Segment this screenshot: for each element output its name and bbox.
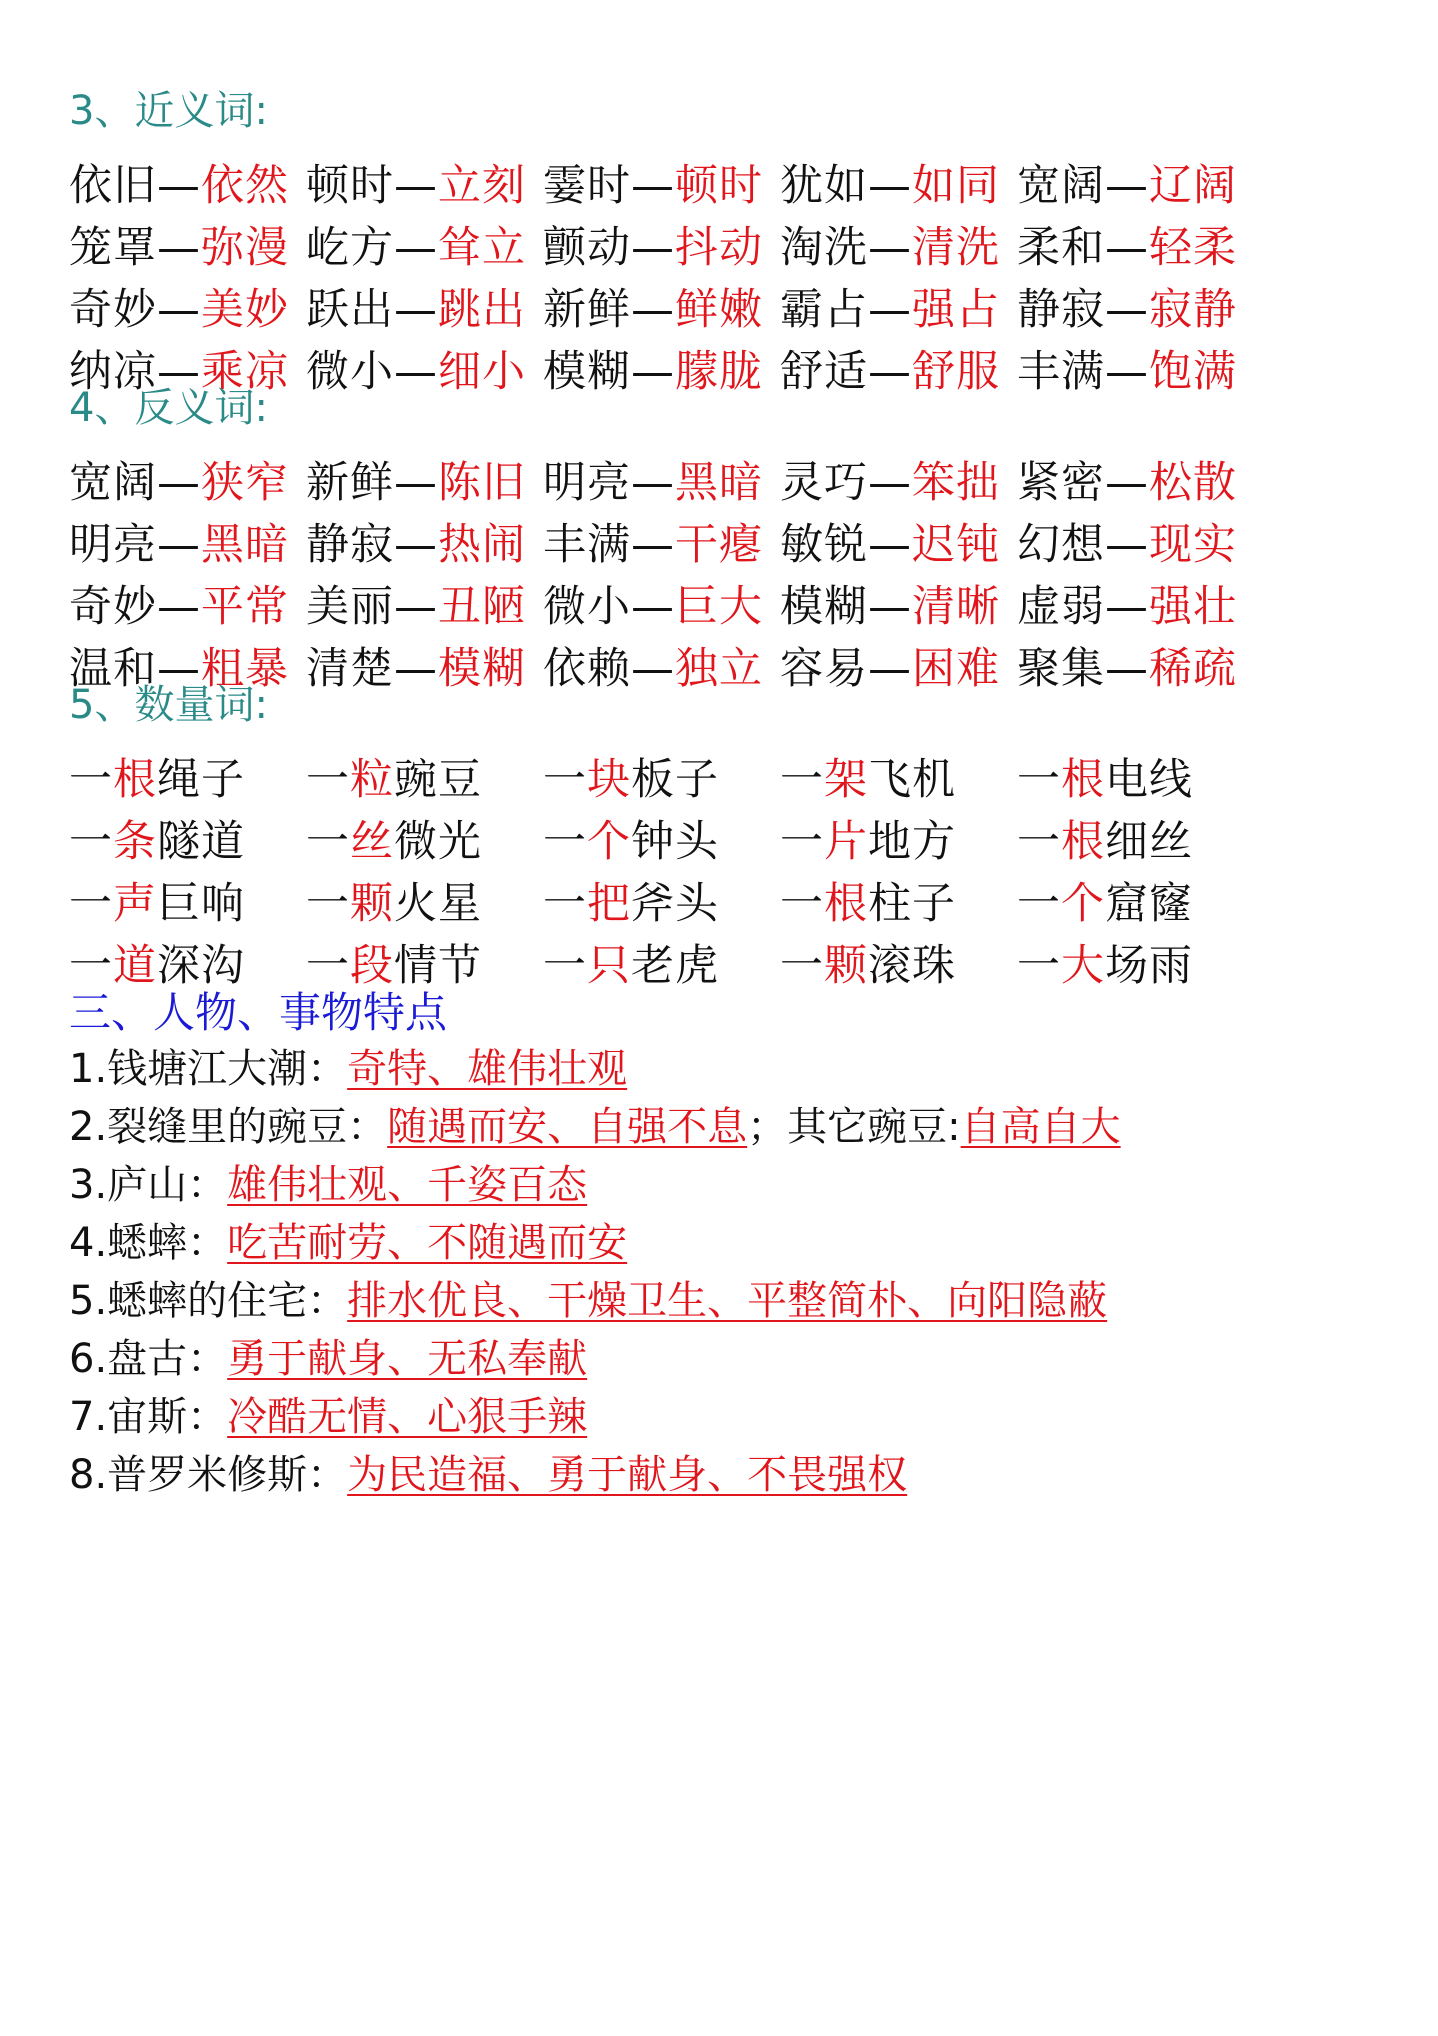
dash: — <box>394 161 438 211</box>
antonyms-pair <box>306 579 526 635</box>
noun: 柱子 <box>868 879 956 929</box>
dash: — <box>868 285 912 335</box>
answer-word: 丑陋 <box>438 582 526 632</box>
dash: — <box>394 223 438 273</box>
antonyms-pair <box>780 579 1000 635</box>
quantifiers-pair <box>306 876 482 932</box>
dash: — <box>394 582 438 632</box>
prompt-word: 依赖 <box>543 644 631 694</box>
prompt-word: 奇妙 <box>69 285 157 335</box>
numeral: 一 <box>1017 941 1061 991</box>
antonyms-pair <box>780 517 1000 573</box>
quantifiers-pair <box>306 814 482 870</box>
measure-word: 个 <box>587 817 631 867</box>
numeral: 一 <box>780 817 824 867</box>
noun: 细丝 <box>1105 817 1193 867</box>
dash: — <box>1105 520 1149 570</box>
noun: 情节 <box>394 941 482 991</box>
synonyms-heading: 3、近义词: <box>69 88 268 134</box>
prompt-word: 柔和 <box>1017 223 1105 273</box>
trait-answer: 为民造福、勇于献身、不畏强权 <box>347 1452 908 1498</box>
measure-word: 丝 <box>350 817 394 867</box>
quantifiers-pair <box>543 938 719 994</box>
numeral: 一 <box>306 755 350 805</box>
antonyms-pair <box>780 455 1000 511</box>
prompt-word: 微小 <box>543 582 631 632</box>
numeral: 一 <box>780 755 824 805</box>
quantifiers-pair <box>1017 876 1193 932</box>
prompt-word: 丰满 <box>1017 347 1105 397</box>
trait-answer: 随遇而安、自强不息 <box>387 1104 748 1150</box>
prompt-word: 霸占 <box>780 285 868 335</box>
dash: — <box>157 520 201 570</box>
dash: — <box>394 644 438 694</box>
prompt-word: 淘洗 <box>780 223 868 273</box>
dash: — <box>394 520 438 570</box>
antonyms-row <box>69 517 1369 573</box>
antonyms-pair <box>780 641 1000 697</box>
noun: 板子 <box>631 755 719 805</box>
measure-word: 声 <box>113 879 157 929</box>
prompt-word: 奇妙 <box>69 582 157 632</box>
measure-word: 道 <box>113 941 157 991</box>
prompt-word: 静寂 <box>306 520 394 570</box>
answer-word: 跳出 <box>438 285 526 335</box>
numeral: 一 <box>69 755 113 805</box>
dash: — <box>1105 285 1149 335</box>
dash: — <box>868 161 912 211</box>
answer-word: 辽阔 <box>1149 161 1237 211</box>
trait-item <box>69 1216 627 1270</box>
prompt-word: 屹方 <box>306 223 394 273</box>
prompt-word: 明亮 <box>543 458 631 508</box>
measure-word: 块 <box>587 755 631 805</box>
dash: — <box>157 161 201 211</box>
numeral: 一 <box>306 879 350 929</box>
quantifiers-pair <box>780 876 956 932</box>
antonyms-pair <box>543 641 763 697</box>
numeral: 一 <box>543 941 587 991</box>
synonyms-pair <box>780 158 1000 214</box>
numeral: 一 <box>780 879 824 929</box>
answer-word: 黑暗 <box>201 520 289 570</box>
quantifiers-pair <box>306 752 482 808</box>
prompt-word: 丰满 <box>543 520 631 570</box>
measure-word: 根 <box>113 755 157 805</box>
trait-item <box>69 1332 587 1386</box>
dash: — <box>631 347 675 397</box>
dash: — <box>631 644 675 694</box>
answer-word: 顿时 <box>675 161 763 211</box>
answer-word: 干瘪 <box>675 520 763 570</box>
dash: — <box>157 285 201 335</box>
measure-word: 架 <box>824 755 868 805</box>
measure-word: 段 <box>350 941 394 991</box>
synonyms-pair <box>1017 344 1237 400</box>
answer-word: 笨拙 <box>912 458 1000 508</box>
answer-word: 困难 <box>912 644 1000 694</box>
answer-word: 稀疏 <box>1149 644 1237 694</box>
prompt-word: 新鲜 <box>306 458 394 508</box>
dash: — <box>1105 644 1149 694</box>
dash: — <box>394 458 438 508</box>
prompt-word: 纳凉 <box>69 347 157 397</box>
prompt-word: 霎时 <box>543 161 631 211</box>
dash: — <box>157 347 201 397</box>
trait-answer: 奇特、雄伟壮观 <box>347 1046 628 1092</box>
noun: 滚珠 <box>868 941 956 991</box>
answer-word: 鲜嫩 <box>675 285 763 335</box>
trait-item <box>69 1274 1107 1328</box>
answer-word: 清晰 <box>912 582 1000 632</box>
synonyms-pair <box>69 158 289 214</box>
prompt-word: 舒适 <box>780 347 868 397</box>
noun: 斧头 <box>631 879 719 929</box>
antonyms-pair <box>1017 641 1237 697</box>
dash: — <box>157 644 201 694</box>
noun: 窟窿 <box>1105 879 1193 929</box>
trait-answer: 冷酷无情、心狠手辣 <box>227 1394 588 1440</box>
trait-item <box>69 1042 627 1096</box>
trait-item <box>69 1100 1121 1154</box>
answer-word: 巨大 <box>675 582 763 632</box>
prompt-word: 顿时 <box>306 161 394 211</box>
dash: — <box>631 458 675 508</box>
measure-word: 条 <box>113 817 157 867</box>
trait-item <box>69 1448 907 1502</box>
prompt-word: 美丽 <box>306 582 394 632</box>
trait-answer: 勇于献身、无私奉献 <box>227 1336 588 1382</box>
dash: — <box>394 285 438 335</box>
measure-word: 根 <box>1061 755 1105 805</box>
noun: 隧道 <box>157 817 245 867</box>
answer-word: 耸立 <box>438 223 526 273</box>
answer-word: 寂静 <box>1149 285 1237 335</box>
trait-label: 4.蟋蟀： <box>69 1220 228 1266</box>
measure-word: 根 <box>1061 817 1105 867</box>
antonyms-pair <box>1017 517 1237 573</box>
prompt-word: 容易 <box>780 644 868 694</box>
synonyms-pair <box>1017 282 1237 338</box>
answer-word: 朦胧 <box>675 347 763 397</box>
antonyms-pair <box>543 455 763 511</box>
measure-word: 片 <box>824 817 868 867</box>
trait-answer: 排水优良、干燥卫生、平整简朴、向阳隐蔽 <box>347 1278 1108 1324</box>
answer-word: 强壮 <box>1149 582 1237 632</box>
synonyms-pair <box>543 282 763 338</box>
dash: — <box>868 520 912 570</box>
trait-secondary-answer: 自高自大 <box>960 1104 1121 1150</box>
antonyms-pair <box>1017 579 1237 635</box>
synonyms-pair <box>543 158 763 214</box>
synonyms-pair <box>306 158 526 214</box>
answer-word: 抖动 <box>675 223 763 273</box>
numeral: 一 <box>1017 817 1061 867</box>
synonyms-pair <box>306 344 526 400</box>
answer-word: 轻柔 <box>1149 223 1237 273</box>
numeral: 一 <box>69 941 113 991</box>
noun: 地方 <box>868 817 956 867</box>
answer-word: 平常 <box>201 582 289 632</box>
trait-item <box>69 1390 587 1444</box>
dash: — <box>868 347 912 397</box>
prompt-word: 宽阔 <box>1017 161 1105 211</box>
dash: — <box>394 347 438 397</box>
answer-word: 弥漫 <box>201 223 289 273</box>
antonyms-pair <box>306 455 526 511</box>
numeral: 一 <box>306 941 350 991</box>
answer-word: 现实 <box>1149 520 1237 570</box>
numeral: 一 <box>1017 879 1061 929</box>
antonyms-heading: 4、反义词: <box>69 385 268 431</box>
synonyms-row <box>69 220 1369 276</box>
answer-word: 模糊 <box>438 644 526 694</box>
numeral: 一 <box>69 817 113 867</box>
numeral: 一 <box>543 879 587 929</box>
quantifiers-pair <box>69 814 245 870</box>
antonyms-pair <box>543 579 763 635</box>
trait-label: 6.盘古： <box>69 1336 228 1382</box>
quantifiers-pair <box>780 814 956 870</box>
trait-answer: 雄伟壮观、千姿百态 <box>227 1162 588 1208</box>
measure-word: 个 <box>1061 879 1105 929</box>
quantifiers-pair <box>1017 938 1193 994</box>
dash: — <box>157 582 201 632</box>
numeral: 一 <box>306 817 350 867</box>
dash: — <box>868 644 912 694</box>
dash: — <box>1105 347 1149 397</box>
antonyms-pair <box>543 517 763 573</box>
quantifiers-heading: 5、数量词: <box>69 682 268 728</box>
answer-word: 强占 <box>912 285 1000 335</box>
quantifiers-pair <box>543 752 719 808</box>
prompt-word: 敏锐 <box>780 520 868 570</box>
prompt-word: 新鲜 <box>543 285 631 335</box>
noun: 深沟 <box>157 941 245 991</box>
antonyms-pair <box>69 579 289 635</box>
answer-word: 松散 <box>1149 458 1237 508</box>
numeral: 一 <box>780 941 824 991</box>
measure-word: 颗 <box>824 941 868 991</box>
traits-heading: 三、人物、事物特点 <box>69 988 448 1037</box>
antonyms-pair <box>306 517 526 573</box>
noun: 老虎 <box>631 941 719 991</box>
answer-word: 陈旧 <box>438 458 526 508</box>
synonyms-pair <box>543 344 763 400</box>
antonyms-row <box>69 579 1369 635</box>
synonyms-pair <box>780 282 1000 338</box>
answer-word: 独立 <box>675 644 763 694</box>
dash: — <box>1105 161 1149 211</box>
prompt-word: 清楚 <box>306 644 394 694</box>
prompt-word: 犹如 <box>780 161 868 211</box>
dash: — <box>631 161 675 211</box>
trait-label: 5.蟋蟀的住宅： <box>69 1278 348 1324</box>
trait-label: 8.普罗米修斯： <box>69 1452 348 1498</box>
antonyms-pair <box>306 641 526 697</box>
dash: — <box>868 458 912 508</box>
answer-word: 狭窄 <box>201 458 289 508</box>
measure-word: 粒 <box>350 755 394 805</box>
answer-word: 立刻 <box>438 161 526 211</box>
trait-label: 1.钱塘江大潮： <box>69 1046 348 1092</box>
noun: 微光 <box>394 817 482 867</box>
prompt-word: 虚弱 <box>1017 582 1105 632</box>
measure-word: 大 <box>1061 941 1105 991</box>
synonyms-pair <box>306 220 526 276</box>
trait-item <box>69 1158 587 1212</box>
dash: — <box>631 520 675 570</box>
quantifiers-pair <box>1017 814 1193 870</box>
quantifiers-pair <box>543 814 719 870</box>
trait-answer: 吃苦耐劳、不随遇而安 <box>227 1220 628 1266</box>
dash: — <box>631 582 675 632</box>
noun: 场雨 <box>1105 941 1193 991</box>
synonyms-pair <box>306 282 526 338</box>
antonyms-pair <box>1017 455 1237 511</box>
dash: — <box>631 223 675 273</box>
noun: 巨响 <box>157 879 245 929</box>
prompt-word: 聚集 <box>1017 644 1105 694</box>
answer-word: 清洗 <box>912 223 1000 273</box>
numeral: 一 <box>1017 755 1061 805</box>
answer-word: 热闹 <box>438 520 526 570</box>
prompt-word: 紧密 <box>1017 458 1105 508</box>
synonyms-pair <box>69 282 289 338</box>
noun: 绳子 <box>157 755 245 805</box>
answer-word: 依然 <box>201 161 289 211</box>
antonyms-row <box>69 455 1369 511</box>
dash: — <box>1105 582 1149 632</box>
prompt-word: 笼罩 <box>69 223 157 273</box>
dash: — <box>1105 458 1149 508</box>
quantifiers-row <box>69 876 1369 932</box>
trait-label: 2.裂缝里的豌豆： <box>69 1104 388 1150</box>
numeral: 一 <box>543 755 587 805</box>
measure-word: 把 <box>587 879 631 929</box>
dash: — <box>157 458 201 508</box>
synonyms-pair <box>1017 158 1237 214</box>
prompt-word: 静寂 <box>1017 285 1105 335</box>
answer-word: 细小 <box>438 347 526 397</box>
dash: — <box>868 223 912 273</box>
quantifiers-pair <box>69 876 245 932</box>
noun: 电线 <box>1105 755 1193 805</box>
quantifiers-pair <box>780 752 956 808</box>
prompt-word: 明亮 <box>69 520 157 570</box>
dash: — <box>631 285 675 335</box>
measure-word: 根 <box>824 879 868 929</box>
numeral: 一 <box>69 879 113 929</box>
prompt-word: 微小 <box>306 347 394 397</box>
noun: 钟头 <box>631 817 719 867</box>
noun: 火星 <box>394 879 482 929</box>
synonyms-pair <box>780 344 1000 400</box>
measure-word: 只 <box>587 941 631 991</box>
prompt-word: 灵巧 <box>780 458 868 508</box>
noun: 豌豆 <box>394 755 482 805</box>
trait-label: 7.宙斯： <box>69 1394 228 1440</box>
prompt-word: 颤动 <box>543 223 631 273</box>
prompt-word: 模糊 <box>780 582 868 632</box>
synonyms-row <box>69 282 1369 338</box>
answer-word: 如同 <box>912 161 1000 211</box>
synonyms-pair <box>69 220 289 276</box>
dash: — <box>157 223 201 273</box>
synonyms-pair <box>780 220 1000 276</box>
answer-word: 舒服 <box>912 347 1000 397</box>
prompt-word: 跃出 <box>306 285 394 335</box>
antonyms-pair <box>69 517 289 573</box>
dash: — <box>1105 223 1149 273</box>
noun: 飞机 <box>868 755 956 805</box>
quantifiers-pair <box>543 876 719 932</box>
answer-word: 美妙 <box>201 285 289 335</box>
prompt-word: 温和 <box>69 644 157 694</box>
numeral: 一 <box>543 817 587 867</box>
prompt-word: 依旧 <box>69 161 157 211</box>
quantifiers-pair <box>780 938 956 994</box>
dash: — <box>868 582 912 632</box>
prompt-word: 宽阔 <box>69 458 157 508</box>
measure-word: 颗 <box>350 879 394 929</box>
synonyms-row <box>69 158 1369 214</box>
quantifiers-pair <box>1017 752 1193 808</box>
prompt-word: 幻想 <box>1017 520 1105 570</box>
answer-word: 乘凉 <box>201 347 289 397</box>
quantifiers-row <box>69 814 1369 870</box>
answer-word: 迟钝 <box>912 520 1000 570</box>
trait-label: 3.庐山： <box>69 1162 228 1208</box>
answer-word: 粗暴 <box>201 644 289 694</box>
quantifiers-row <box>69 752 1369 808</box>
synonyms-pair <box>543 220 763 276</box>
answer-word: 黑暗 <box>675 458 763 508</box>
prompt-word: 模糊 <box>543 347 631 397</box>
answer-word: 饱满 <box>1149 347 1237 397</box>
antonyms-pair <box>69 455 289 511</box>
trait-secondary-label: ；其它豌豆: <box>747 1104 961 1150</box>
quantifiers-pair <box>69 752 245 808</box>
synonyms-pair <box>1017 220 1237 276</box>
